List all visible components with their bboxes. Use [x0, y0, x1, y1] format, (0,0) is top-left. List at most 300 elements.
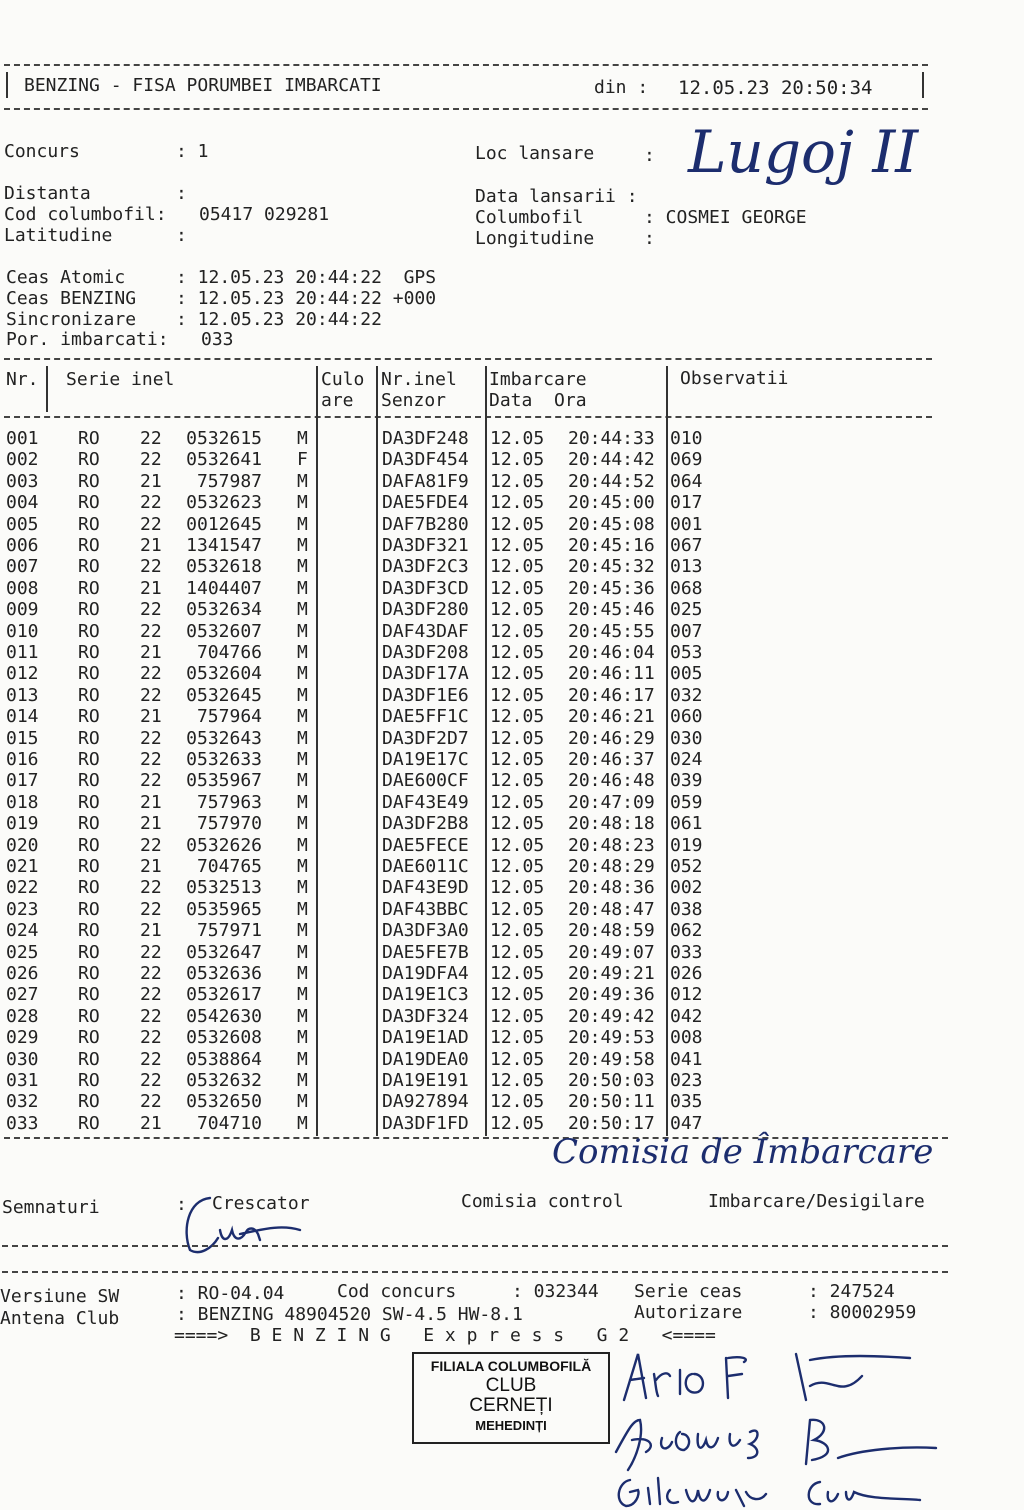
row-date: 12.05: [490, 834, 545, 856]
row-date: 12.05: [490, 449, 545, 471]
row-ring: 0532634: [186, 599, 262, 621]
distanta-sep: :: [176, 183, 187, 204]
row-year: 22: [140, 1005, 162, 1027]
row-year: 21: [140, 642, 162, 663]
row-country: RO: [78, 620, 100, 642]
table-row: [0, 1091, 760, 1112]
row-date: 12.05: [490, 856, 545, 877]
table-header-border: [4, 416, 932, 418]
row-date: 12.05: [490, 1027, 545, 1049]
row-sensor: DA3DF1E6: [382, 684, 469, 706]
columbofil-value: : COSMEI GEORGE: [644, 207, 807, 228]
row-date: 12.05: [490, 898, 545, 920]
row-ring: 757964: [196, 706, 262, 728]
row-sex: M: [297, 684, 308, 706]
row-observatii: 005: [670, 663, 703, 685]
row-observatii: 007: [670, 620, 703, 642]
row-date: 12.05: [490, 599, 545, 621]
row-year: 22: [140, 727, 162, 749]
row-ring: 0532617: [186, 984, 262, 1006]
row-nr: 031: [6, 1070, 39, 1091]
row-observatii: 064: [670, 470, 703, 492]
row-ring: 0532647: [186, 941, 262, 963]
table-row: [0, 599, 760, 620]
table-row: [0, 1049, 760, 1070]
row-ring: 757971: [196, 920, 262, 942]
row-sensor: DAF43E9D: [382, 877, 469, 899]
row-date: 12.05: [490, 620, 545, 642]
row-sex: M: [297, 813, 308, 835]
imbarcare-desigilare-label: Imbarcare/Desigilare: [708, 1191, 925, 1212]
row-observatii: 059: [670, 791, 703, 813]
row-nr: 018: [6, 791, 39, 813]
row-observatii: 060: [670, 706, 703, 728]
row-nr: 003: [6, 470, 39, 492]
row-ring: 0532650: [186, 1091, 262, 1113]
row-time: 20:46:11: [568, 663, 655, 685]
row-sensor: DA19DFA4: [382, 963, 469, 984]
row-observatii: 024: [670, 749, 703, 770]
row-date: 12.05: [490, 1112, 545, 1134]
row-country: RO: [78, 1048, 100, 1070]
table-row: [0, 813, 760, 834]
row-ring: 0532513: [186, 877, 262, 899]
row-sensor: DA3DF248: [382, 428, 469, 449]
row-nr: 033: [6, 1112, 39, 1134]
col-header-senzor: Senzor: [381, 390, 447, 411]
row-year: 22: [140, 770, 162, 792]
signatures-border: [2, 1245, 948, 1247]
stamp-line-4: MEHEDINȚI: [475, 1418, 547, 1433]
row-sex: M: [297, 963, 308, 984]
row-sensor: DAFA81F9: [382, 470, 469, 492]
row-sensor: DAE5FE7B: [382, 941, 469, 963]
row-nr: 001: [6, 428, 39, 449]
cod-columbofil-label: Cod columbofil:: [4, 204, 167, 225]
row-year: 22: [140, 898, 162, 920]
col-header-imbarcare: Imbarcare: [489, 369, 587, 390]
row-observatii: 019: [670, 834, 703, 856]
row-time: 20:46:29: [568, 727, 655, 749]
table-row: [0, 942, 760, 963]
table-row: [0, 535, 760, 556]
row-observatii: 038: [670, 898, 703, 920]
row-date: 12.05: [490, 663, 545, 685]
row-observatii: 032: [670, 684, 703, 706]
row-sensor: DAE5FF1C: [382, 706, 469, 728]
latitudine-label: Latitudine: [4, 225, 113, 246]
cod-concurs-value: : 032344: [512, 1281, 599, 1302]
row-date: 12.05: [490, 492, 545, 514]
row-country: RO: [78, 577, 100, 599]
row-country: RO: [78, 963, 100, 984]
table-row: [0, 856, 760, 877]
row-observatii: 010: [670, 428, 703, 449]
din-value: 12.05.23 20:50:34: [678, 77, 873, 99]
row-nr: 024: [6, 920, 39, 942]
table-row: [0, 963, 760, 984]
row-ring: 0532618: [186, 556, 262, 578]
row-nr: 016: [6, 749, 39, 770]
row-time: 20:49:42: [568, 1005, 655, 1027]
row-country: RO: [78, 428, 100, 449]
row-date: 12.05: [490, 813, 545, 835]
autorizare-value: : 80002959: [808, 1302, 917, 1323]
header-top-border: [4, 64, 928, 66]
row-sex: M: [297, 663, 308, 685]
row-observatii: 067: [670, 535, 703, 556]
ceas-atomic-label: Ceas Atomic: [6, 267, 126, 288]
row-sensor: DA3DF3CD: [382, 577, 469, 599]
row-nr: 017: [6, 770, 39, 792]
table-row: [0, 899, 760, 920]
row-ring: 0532626: [186, 834, 262, 856]
semnaturi-label: Semnaturi: [2, 1197, 100, 1218]
serie-ceas-label: Serie ceas: [634, 1281, 743, 1302]
row-observatii: 030: [670, 727, 703, 749]
row-observatii: 001: [670, 513, 703, 535]
row-nr: 005: [6, 513, 39, 535]
row-country: RO: [78, 706, 100, 728]
table-row: [0, 556, 760, 577]
table-row: [0, 514, 760, 535]
table-row: [0, 984, 760, 1005]
row-observatii: 012: [670, 984, 703, 1006]
table-row: [0, 792, 760, 813]
row-year: 22: [140, 1048, 162, 1070]
row-observatii: 042: [670, 1005, 703, 1027]
club-stamp: [412, 1352, 610, 1444]
row-time: 20:45:55: [568, 620, 655, 642]
semnaturi-sep: :: [176, 1194, 187, 1215]
row-date: 12.05: [490, 706, 545, 728]
row-time: 20:48:29: [568, 856, 655, 877]
row-sensor: DA3DF1FD: [382, 1112, 469, 1134]
ceas-atomic-value: : 12.05.23 20:44:22 GPS: [176, 267, 437, 288]
row-time: 20:44:42: [568, 449, 655, 471]
row-sensor: DAE5FECE: [382, 834, 469, 856]
signature-comisia-imbarcare: Comisia de Îmbarcare: [552, 1132, 934, 1172]
row-country: RO: [78, 898, 100, 920]
row-nr: 025: [6, 941, 39, 963]
row-time: 20:49:36: [568, 984, 655, 1006]
row-ring: 0532636: [186, 963, 262, 984]
row-nr: 012: [6, 663, 39, 685]
row-observatii: 041: [670, 1048, 703, 1070]
row-observatii: 002: [670, 877, 703, 899]
row-sensor: DAF43DAF: [382, 620, 469, 642]
row-observatii: 053: [670, 642, 703, 663]
table-row: [0, 728, 760, 749]
row-year: 21: [140, 1112, 162, 1134]
row-sex: M: [297, 856, 308, 877]
row-sex: M: [297, 1048, 308, 1070]
row-sex: M: [297, 727, 308, 749]
table-row: [0, 621, 760, 642]
row-observatii: 039: [670, 770, 703, 792]
row-date: 12.05: [490, 1070, 545, 1091]
col-header-culoare-2: are: [321, 390, 354, 411]
row-date: 12.05: [490, 642, 545, 663]
row-nr: 021: [6, 856, 39, 877]
row-nr: 013: [6, 684, 39, 706]
row-nr: 019: [6, 813, 39, 835]
row-time: 20:46:21: [568, 706, 655, 728]
row-date: 12.05: [490, 428, 545, 449]
row-country: RO: [78, 1027, 100, 1049]
table-row: [0, 578, 760, 599]
row-sex: F: [297, 449, 308, 471]
row-year: 22: [140, 556, 162, 578]
row-time: 20:50:03: [568, 1070, 655, 1091]
autorizare-label: Autorizare: [634, 1302, 743, 1323]
row-year: 21: [140, 470, 162, 492]
row-ring: 704710: [196, 1112, 262, 1134]
table-row: [0, 449, 760, 470]
committee-signatures-icon: [610, 1340, 950, 1510]
row-date: 12.05: [490, 577, 545, 599]
row-country: RO: [78, 727, 100, 749]
row-date: 12.05: [490, 1091, 545, 1113]
row-observatii: 013: [670, 556, 703, 578]
row-ring: 757987: [196, 470, 262, 492]
serie-ceas-value: : 247524: [808, 1281, 895, 1302]
row-sex: M: [297, 513, 308, 535]
row-year: 21: [140, 791, 162, 813]
row-ring: 0535967: [186, 770, 262, 792]
row-ring: 0532623: [186, 492, 262, 514]
row-sex: M: [297, 941, 308, 963]
row-ring: 0532643: [186, 727, 262, 749]
table-row: [0, 1027, 760, 1048]
row-nr: 015: [6, 727, 39, 749]
stamp-line-3: CERNEȚI: [469, 1395, 553, 1416]
row-year: 22: [140, 599, 162, 621]
row-sensor: DAE6011C: [382, 856, 469, 877]
table-row: [0, 1113, 760, 1134]
row-sensor: DA3DF3A0: [382, 920, 469, 942]
row-ring: 704765: [196, 856, 262, 877]
row-sensor: DA3DF17A: [382, 663, 469, 685]
row-date: 12.05: [490, 470, 545, 492]
row-nr: 022: [6, 877, 39, 899]
row-sex: M: [297, 770, 308, 792]
porumbei-imbarcati-label: Por. imbarcati:: [6, 329, 169, 350]
row-time: 20:46:04: [568, 642, 655, 663]
row-sensor: DA19DEA0: [382, 1048, 469, 1070]
row-time: 20:44:52: [568, 470, 655, 492]
row-time: 20:46:37: [568, 749, 655, 770]
row-country: RO: [78, 1112, 100, 1134]
table-row: [0, 1070, 760, 1091]
row-year: 22: [140, 834, 162, 856]
row-country: RO: [78, 599, 100, 621]
latitudine-sep: :: [176, 225, 187, 246]
row-year: 21: [140, 920, 162, 942]
row-sensor: DAF7B280: [382, 513, 469, 535]
table-row: [0, 770, 760, 791]
row-sex: M: [297, 577, 308, 599]
row-country: RO: [78, 749, 100, 770]
concurs-value: : 1: [176, 141, 209, 162]
row-observatii: 061: [670, 813, 703, 835]
crescator-signature-icon: [180, 1190, 310, 1260]
row-ring: 0532633: [186, 749, 262, 770]
ceas-benzing-label: Ceas BENZING: [6, 288, 137, 309]
row-country: RO: [78, 1070, 100, 1091]
row-ring: 0532615: [186, 428, 262, 449]
stamp-line-1: FILIALA COLUMBOFILĂ: [430, 1358, 592, 1374]
row-country: RO: [78, 920, 100, 942]
table-row: [0, 492, 760, 513]
row-nr: 011: [6, 642, 39, 663]
col-header-nr-inel: Nr.inel: [381, 369, 457, 390]
row-sensor: DAF43BBC: [382, 898, 469, 920]
row-sex: M: [297, 1112, 308, 1134]
row-time: 20:45:08: [568, 513, 655, 535]
row-time: 20:48:18: [568, 813, 655, 835]
sincronizare-value: : 12.05.23 20:44:22: [176, 309, 382, 330]
row-date: 12.05: [490, 684, 545, 706]
row-year: 22: [140, 1070, 162, 1091]
antena-club-value: : BENZING 48904520 SW-4.5 HW-8.1: [176, 1304, 523, 1325]
distanta-label: Distanta: [4, 183, 91, 204]
concurs-label: Concurs: [4, 141, 80, 162]
sincronizare-label: Sincronizare: [6, 309, 137, 330]
row-year: 22: [140, 492, 162, 514]
row-ring: 0532632: [186, 1070, 262, 1091]
row-ring: 1404407: [186, 577, 262, 599]
col-header-culoare: Culo: [321, 369, 365, 390]
row-year: 21: [140, 856, 162, 877]
row-sex: M: [297, 898, 308, 920]
loc-lansare-handwritten: Lugoj II: [688, 118, 919, 186]
row-time: 20:47:09: [568, 791, 655, 813]
row-nr: 006: [6, 535, 39, 556]
header-right-border: [922, 72, 924, 98]
row-observatii: 025: [670, 599, 703, 621]
row-sex: M: [297, 920, 308, 942]
row-observatii: 023: [670, 1070, 703, 1091]
row-sex: M: [297, 1005, 308, 1027]
row-nr: 027: [6, 984, 39, 1006]
table-row: [0, 749, 760, 770]
row-sensor: DA3DF454: [382, 449, 469, 471]
porumbei-imbarcati-value: 033: [201, 329, 234, 350]
row-country: RO: [78, 449, 100, 471]
benzing-express-line: ====> B E N Z I N G E x p r e s s G 2 <====: [174, 1325, 716, 1346]
row-time: 20:48:47: [568, 898, 655, 920]
table-row: [0, 1006, 760, 1027]
row-ring: 0535965: [186, 898, 262, 920]
row-nr: 026: [6, 963, 39, 984]
row-year: 22: [140, 684, 162, 706]
row-observatii: 008: [670, 1027, 703, 1049]
table-row: [0, 920, 760, 941]
row-date: 12.05: [490, 877, 545, 899]
row-time: 20:49:53: [568, 1027, 655, 1049]
row-time: 20:45:16: [568, 535, 655, 556]
row-time: 20:49:21: [568, 963, 655, 984]
row-time: 20:45:46: [568, 599, 655, 621]
row-nr: 010: [6, 620, 39, 642]
col-header-serie-inel: Serie inel: [66, 369, 175, 390]
row-country: RO: [78, 1091, 100, 1113]
din-label: din :: [594, 77, 649, 98]
document-title: BENZING - FISA PORUMBEI IMBARCATI: [24, 75, 382, 96]
row-ring: 757970: [196, 813, 262, 835]
row-sex: M: [297, 556, 308, 578]
row-sex: M: [297, 599, 308, 621]
col-header-observatii: Observatii: [680, 368, 789, 389]
table-row: [0, 877, 760, 898]
row-year: 22: [140, 513, 162, 535]
table-row: [0, 428, 760, 449]
row-nr: 030: [6, 1048, 39, 1070]
header-bottom-border: [4, 108, 928, 110]
row-year: 22: [140, 1091, 162, 1113]
col-header-data-ora: Data Ora: [489, 390, 587, 411]
row-sex: M: [297, 535, 308, 556]
row-sex: M: [297, 791, 308, 813]
cod-concurs-label: Cod concurs: [337, 1281, 457, 1302]
row-sex: M: [297, 1027, 308, 1049]
table-row: [0, 706, 760, 727]
row-nr: 028: [6, 1005, 39, 1027]
row-sex: M: [297, 642, 308, 663]
row-sex: M: [297, 984, 308, 1006]
row-observatii: 047: [670, 1112, 703, 1134]
row-observatii: 062: [670, 920, 703, 942]
row-sensor: DA3DF2B8: [382, 813, 469, 835]
row-time: 20:48:59: [568, 920, 655, 942]
row-nr: 029: [6, 1027, 39, 1049]
row-country: RO: [78, 813, 100, 835]
row-country: RO: [78, 770, 100, 792]
row-sensor: DA3DF321: [382, 535, 469, 556]
row-year: 22: [140, 749, 162, 770]
row-ring: 0532641: [186, 449, 262, 471]
row-date: 12.05: [490, 1048, 545, 1070]
row-ring: 0532645: [186, 684, 262, 706]
data-lansarii-label: Data lansarii :: [475, 186, 638, 207]
row-nr: 014: [6, 706, 39, 728]
table-row: [0, 685, 760, 706]
footer-top-border: [2, 1271, 948, 1273]
row-ring: 704766: [196, 642, 262, 663]
row-country: RO: [78, 941, 100, 963]
crescator-label: Crescator: [212, 1193, 310, 1214]
ceas-benzing-value: : 12.05.23 20:44:22 +000: [176, 288, 437, 309]
row-date: 12.05: [490, 984, 545, 1006]
row-date: 12.05: [490, 963, 545, 984]
row-year: 22: [140, 663, 162, 685]
row-date: 12.05: [490, 1005, 545, 1027]
row-year: 22: [140, 428, 162, 449]
row-date: 12.05: [490, 749, 545, 770]
row-date: 12.05: [490, 770, 545, 792]
row-ring: 0012645: [186, 513, 262, 535]
row-time: 20:48:36: [568, 877, 655, 899]
row-observatii: 068: [670, 577, 703, 599]
row-observatii: 052: [670, 856, 703, 877]
row-year: 22: [140, 963, 162, 984]
row-country: RO: [78, 877, 100, 899]
row-time: 20:45:00: [568, 492, 655, 514]
row-ring: 1341547: [186, 535, 262, 556]
row-country: RO: [78, 470, 100, 492]
row-ring: 0532607: [186, 620, 262, 642]
